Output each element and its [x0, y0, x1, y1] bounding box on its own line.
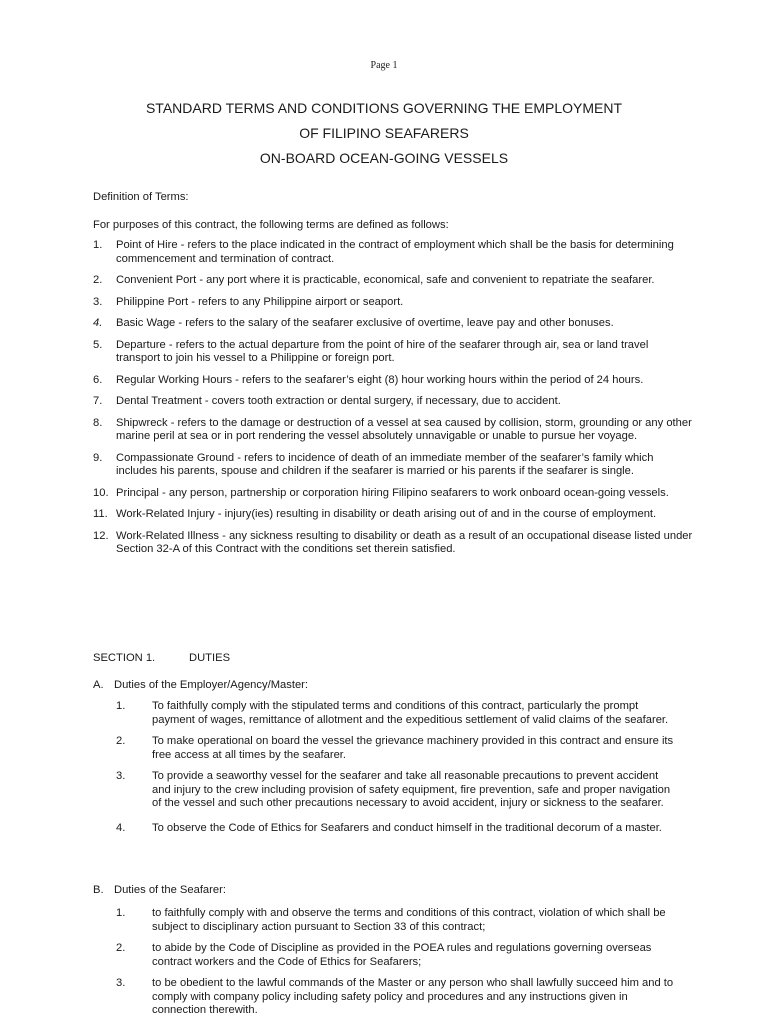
- item-text: Principal - any person, partnership or corporation hiring Filipino seafarers to work onboard ocean-going vessels.: [116, 486, 669, 499]
- seafarer-duties-list: [116, 907, 676, 1026]
- page-label: Page 1: [370, 60, 398, 71]
- item-number: 1.: [116, 907, 126, 919]
- item-text: Work-Related Illness - any sickness resulting to disability or death as a result of an occupational disease listed under Section 32-A of this Contract with the conditions set therein satisfied.: [116, 529, 693, 555]
- item-text: To observe the Code of Ethics for Seafarers and conduct himself in the traditional decorum of a master.: [152, 821, 662, 834]
- item-text: Basic Wage - refers to the salary of the seafarer exclusive of overtime, leave pay and other bonuses.: [116, 317, 614, 329]
- item-text: Regular Working Hours - refers to the seafarer’s eight (8) hour working hours within the period of 24 hours.: [116, 373, 644, 386]
- item-number: 7.: [93, 395, 103, 407]
- definition-item: [93, 487, 693, 501]
- title-line-2: OF FILIPINO SEAFARERS: [299, 125, 469, 141]
- part-b-letter: B.: [93, 884, 104, 896]
- part-a-letter: A.: [93, 679, 104, 691]
- item-text: to abide by the Code of Discipline as provided in the POEA rules and regulations governing overseas contract workers and the Code of Ethics for Seafarers;: [152, 942, 652, 968]
- duty-item: [116, 977, 676, 1018]
- document-title: [0, 96, 768, 171]
- item-text: Point of Hire - refers to the place indicated in the contract of employment which shall be the basis for determining commencement and termination of contract.: [116, 239, 674, 265]
- definition-item: [93, 239, 693, 266]
- item-number: 9.: [93, 451, 103, 464]
- definitions-list: [93, 239, 693, 565]
- item-number: 2.: [116, 942, 126, 954]
- duty-item: [116, 822, 676, 836]
- item-number: 10.: [93, 486, 109, 499]
- part-a-title: Duties of the Employer/Agency/Master:: [114, 679, 309, 691]
- item-number: 11.: [93, 508, 108, 520]
- item-text: to faithfully comply with and observe the terms and conditions of this contract, violation of which shall be subject to disciplinary action pursuant to Section 33 of this contract;: [152, 907, 666, 933]
- definitions-intro: For purposes of this contract, the following terms are defined as follows:: [93, 219, 449, 231]
- part-a-heading: [93, 679, 308, 691]
- item-text: Departure - refers to the actual departure from the point of hire of the seafarer through air, sea or land travel transport to join his vessel to a Philippine or foreign port.: [116, 338, 649, 364]
- item-text: Philippine Port - refers to any Philippine airport or seaport.: [116, 295, 404, 308]
- part-b-heading: [93, 884, 226, 896]
- item-text: Shipwreck - refers to the damage or destruction of a vessel at sea caused by collision, storm, grounding or any other marine peril at sea or in port rendering the vessel absolutely unnavigable or unable to pursue her voyage.: [116, 416, 692, 442]
- item-text: Compassionate Ground - refers to incidence of death of an immediate member of the seafarer’s family which includes his parents, spouse and children if the seafarer is married or his parents if the seafarer is single.: [116, 451, 654, 477]
- item-number: 5.: [93, 338, 103, 351]
- item-number: 3.: [116, 770, 126, 782]
- title-line-3: ON-BOARD OCEAN-GOING VESSELS: [259, 150, 509, 166]
- definition-item: [93, 317, 693, 331]
- definition-heading: Definition of Terms:: [93, 191, 189, 203]
- duty-item: [116, 907, 676, 934]
- item-number: 2.: [116, 735, 126, 747]
- item-text: To faithfully comply with the stipulated terms and conditions of this contract, particularly the prompt payment of wages, remittance of allotment and the expeditious settlement of valid claims of the seafarer.: [152, 700, 669, 726]
- section-title: DUTIES: [189, 652, 231, 664]
- definition-item: [93, 452, 693, 479]
- part-b-title: Duties of the Seafarer:: [114, 884, 226, 896]
- item-number: 12.: [93, 529, 109, 542]
- item-number: 8.: [93, 416, 103, 429]
- item-number: 6.: [93, 373, 103, 386]
- section-number: SECTION 1.: [93, 652, 156, 664]
- item-number: 1.: [116, 700, 126, 712]
- section-heading: [93, 652, 230, 664]
- definition-item: [93, 530, 693, 557]
- item-number: 3.: [116, 977, 126, 989]
- item-text: Convenient Port - any port where it is practicable, economical, safe and convenient to repatriate the seafarer.: [116, 274, 655, 286]
- title-line-1: STANDARD TERMS AND CONDITIONS GOVERNING THE EMPLOYMENT: [145, 100, 623, 116]
- definition-item: [93, 274, 693, 288]
- definition-item: [93, 296, 693, 310]
- item-text: Dental Treatment - covers tooth extraction or dental surgery, if necessary, due to accident.: [116, 395, 561, 407]
- definition-item: [93, 374, 693, 388]
- employer-duties-list: [116, 700, 676, 843]
- item-number: 4.: [93, 317, 103, 329]
- definition-item: [93, 339, 693, 366]
- definition-item: [93, 417, 693, 444]
- item-number: 3.: [93, 295, 103, 308]
- item-number: 2.: [93, 274, 103, 286]
- definition-item: [93, 395, 693, 409]
- item-text: to be obedient to the lawful commands of the Master or any person who shall lawfully succeed him and to comply with company policy including safety policy and procedures and any instructions given in connection therewith.: [152, 977, 674, 1016]
- definition-item: [93, 508, 693, 522]
- item-text: Work-Related Injury - injury(ies) resulting in disability or death arising out of and in the course of employment.: [116, 508, 657, 520]
- duty-item: [116, 700, 676, 727]
- duty-item: [116, 770, 676, 811]
- duty-item: [116, 735, 676, 762]
- item-text: To make operational on board the vessel the grievance machinery provided in this contract and ensure its free access at all times by the seafarer.: [152, 735, 674, 761]
- duty-item: [116, 942, 676, 969]
- item-number: 1.: [93, 239, 103, 251]
- item-text: To provide a seaworthy vessel for the seafarer and take all reasonable precautions to prevent accident and injury to the crew including provision of safety equipment, fire prevention, safe and proper navigation of the vessel and such other precautions necessary to avoid accident, injury or sickness to the seafarer.: [152, 770, 671, 809]
- item-number: 4.: [116, 821, 126, 834]
